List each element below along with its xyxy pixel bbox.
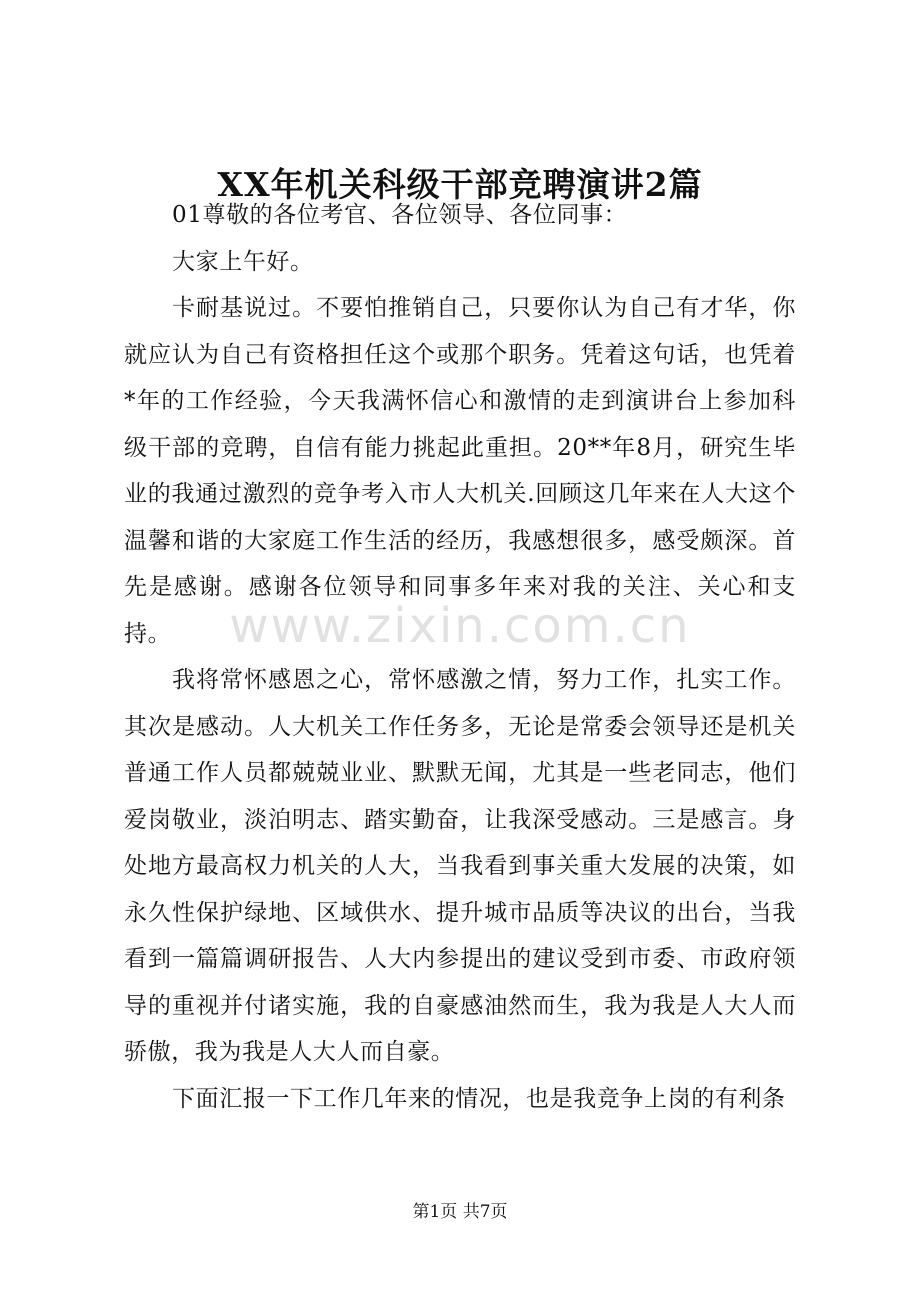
document-body	[124, 192, 796, 1122]
paragraph-good-morning: 大家上午好。	[172, 248, 314, 275]
watermark-text: www.zixin.com.cn	[229, 598, 691, 654]
paragraph-greeting: 01尊敬的各位考官、各位领导、各位同事：	[172, 202, 628, 228]
paragraph-intro: 卡耐基说过。不要怕推销自己，只要你认为自己有才华，你就应认为自己有资格担任这个或那个职务。凭着这句话，也凭着*年的工作经验，今天我满怀信心和激情的走到演讲台上参加科级干部的竞聘，自信有能力挑起此重担。20**年8月，研究生毕业的我通过激烈的竞争考入市人大机关.回顾这几年来在人大这个温馨和谐的大家庭工作生活的经历，我感想很多，感受颇深。首先是感谢。感谢各位领导和同事多年来对我的关注、关心和支持。	[124, 295, 796, 647]
document-title: XX年机关科级干部竞聘演讲2篇	[217, 165, 703, 204]
page-footer: 第1页 共7页	[412, 1202, 508, 1222]
paragraph-report: 下面汇报一下工作几年来的情况，也是我竞争上岗的有利条	[172, 1085, 786, 1112]
paragraph-gratitude: 我将常怀感恩之心，常怀感激之情，努力工作，扎实工作。其次是感动。人大机关工作任务多，无论是常委会领导还是机关普通工作人员都兢兢业业、默默无闻，尤其是一些老同志，他们爱岗敬业，淡泊明志、踏实勤奋，让我深受感动。三是感言。身处地方最高权力机关的人大，当我看到事关重大发展的决策，如永久性保护绿地、区域供水、提升城市品质等决议的出台，当我看到一篇篇调研报告、人大内参提出的建议受到市委、市政府领导的重视并付诸实施，我的自豪感油然而生，我为我是人大人而骄傲，我为我是人大人而自豪。	[124, 667, 796, 1065]
